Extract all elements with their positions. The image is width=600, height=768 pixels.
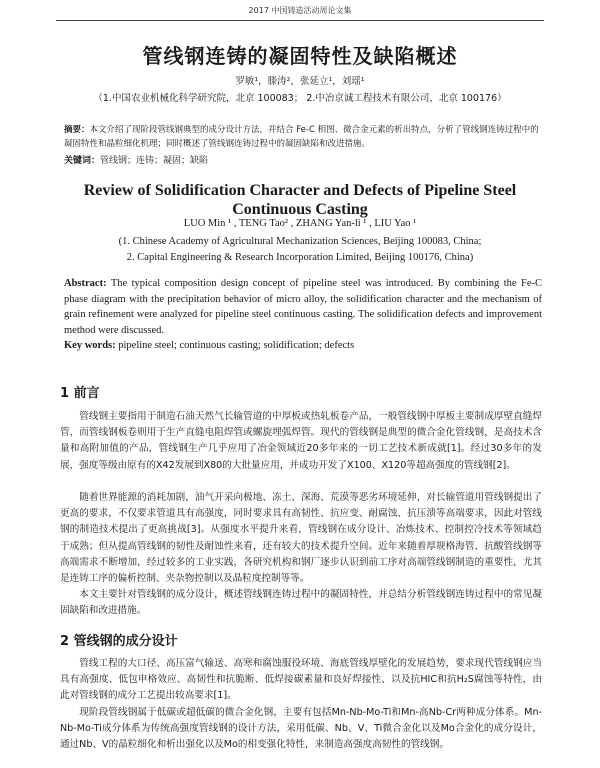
english-authors: LUO Min ¹ , TENG Tao² , ZHANG Yan-li ¹ , LIU Yao ¹ xyxy=(183,218,417,229)
section-1-paragraph-2: 随着世界能源的消耗加剧，油气开采向极地、冻土、深海、荒漠等恶劣环境延伸，对长输管道用管线钢提出了更高的要求，不仅要求管道具有高强度，同时要求具有高韧性、抗应变、耐腐蚀、抗压溃等高端要求，因此对管线钢的制造技术提出了更高挑战[3]。从强度水平提升来看，管线钢在成分设计、冶炼技术、控制控冷技术等领域趋于成熟；但从提高管线钢的韧性及耐蚀性来看，还有较大的技术提升空间。近年来随着厚规格海管、抗酸管线钢等高端需求不断增加，经过较多的工业实践，各研究机构和钢厂逐步认识到前工序对高端管线钢制造的重要性，尤其是连铸工序的偏析控制、夹杂物控制以及晶粒度控制等等。 xyxy=(60,492,542,585)
chinese-keywords-text: 管线钢；连铸；凝固；缺陷 xyxy=(100,156,209,166)
section-2-paragraph-1: 管线工程的大口径、高压富气输送、高寒和腐蚀服役环境、海底管线厚壁化的发展趋势，要求现代管线钢应当具有高强度、低包申格效应、高韧性和抗脆断、低焊接碳素量和良好焊接性、以及抗HIC和抗H₂S腐蚀等特性，由此对管线钢的成分工艺提出较高要求[1]。 xyxy=(60,658,542,702)
english-keywords-label: Key words: xyxy=(64,340,116,351)
section-1-heading: 1 前言 xyxy=(60,386,100,401)
section-1-paragraph-3: 本文主要针对管线钢的成分设计，概述管线钢连铸过程中的凝固特性，并总结分析管线钢连铸过程中的常见凝固缺陷和改进措施。 xyxy=(60,589,542,617)
english-abstract xyxy=(64,276,542,338)
english-title: Review of Solidification Character and Defects of Pipeline Steel Continuous Casting xyxy=(83,182,517,218)
running-header: 2017 中国铸造活动周论文集 xyxy=(248,6,352,15)
chinese-affiliations: （1.中国农业机械化科学研究院，北京 100083； 2.中冶京诚工程技术有限公司，北京 100176） xyxy=(93,93,507,104)
chinese-abstract xyxy=(64,123,540,151)
chinese-abstract-label: 摘要： xyxy=(64,125,90,135)
section-2-heading: 2 管线钢的成分设计 xyxy=(60,634,178,649)
chinese-title: 管线钢连铸的凝固特性及缺陷概述 xyxy=(142,44,458,68)
english-abstract-label: Abstract: xyxy=(64,278,107,289)
chinese-keywords xyxy=(64,153,540,166)
english-abstract-text: The typical composition design concept of pipeline steel was introduced. By combining the Fe-C phase diagram with the precipitation behavior of micro alloy, the solidification character and the mechanism of grain refinement were analyzed for pipeline steel continuous casting. The solidification defects and improvement method were discussed. xyxy=(64,278,542,336)
chinese-keywords-label: 关键词： xyxy=(64,156,101,166)
header-rule xyxy=(56,20,544,21)
section-2-paragraph-2: 现阶段管线钢属于低碳或超低碳的微合金化钢，主要有包括Mn-Nb-Mo-Ti和Mn-高Nb-Cr两种成分体系。Mn-Nb-Mo-Ti成分体系为传统高强度管线钢的设计方法，采用低碳、Nb、V、Ti微合金化以及Mo合金化的成分设计，通过Nb、V的晶粒细化和析出强化以及Mo的相变强化特性，来制造高强度高韧性的管线钢。 xyxy=(60,707,542,751)
english-keywords-text: pipeline steel; continuous casting; solidification; defects xyxy=(115,340,355,351)
english-affiliation-2: 2. Capital Engineering & Research Incorporation Limited, Beijing 100176, China) xyxy=(126,252,474,263)
chinese-authors: 罗敏¹，滕涛²，张延立¹，刘瑶¹ xyxy=(235,76,365,87)
chinese-abstract-text: 本文介绍了现阶段管线钢典型的成分设计方法，并结合 Fe-C 相图、微合金元素的析出特点，分析了管线钢连铸过程中的凝固特性和晶粒细化机理；同时概述了管线钢连铸过程中的凝固缺陷和改进措施。 xyxy=(64,125,539,149)
english-keywords xyxy=(64,340,542,351)
english-affiliation-1: (1. Chinese Academy of Agricultural Mechanization Sciences, Beijing 100083, China; xyxy=(118,236,482,247)
section-1-paragraph-1: 管线钢主要指用于制造石油天然气长输管道的中厚板或热轧板卷产品，一般管线钢中厚板主要制成厚壁直缝焊管，而管线钢板卷则用于生产直缝电阻焊管或螺旋埋弧焊管。现代的管线钢是典型的微合金化管线钢，是高技术含量和高附加值的产品，管线钢生产几乎应用了冶金领域近20多年来的一切工艺技术新成就[1]。经过30多年的发展，强度等级由原有的X42发展到X80的大批量应用，并成功开发了X100、X120等超高强度的管线钢[2]。 xyxy=(60,411,542,471)
